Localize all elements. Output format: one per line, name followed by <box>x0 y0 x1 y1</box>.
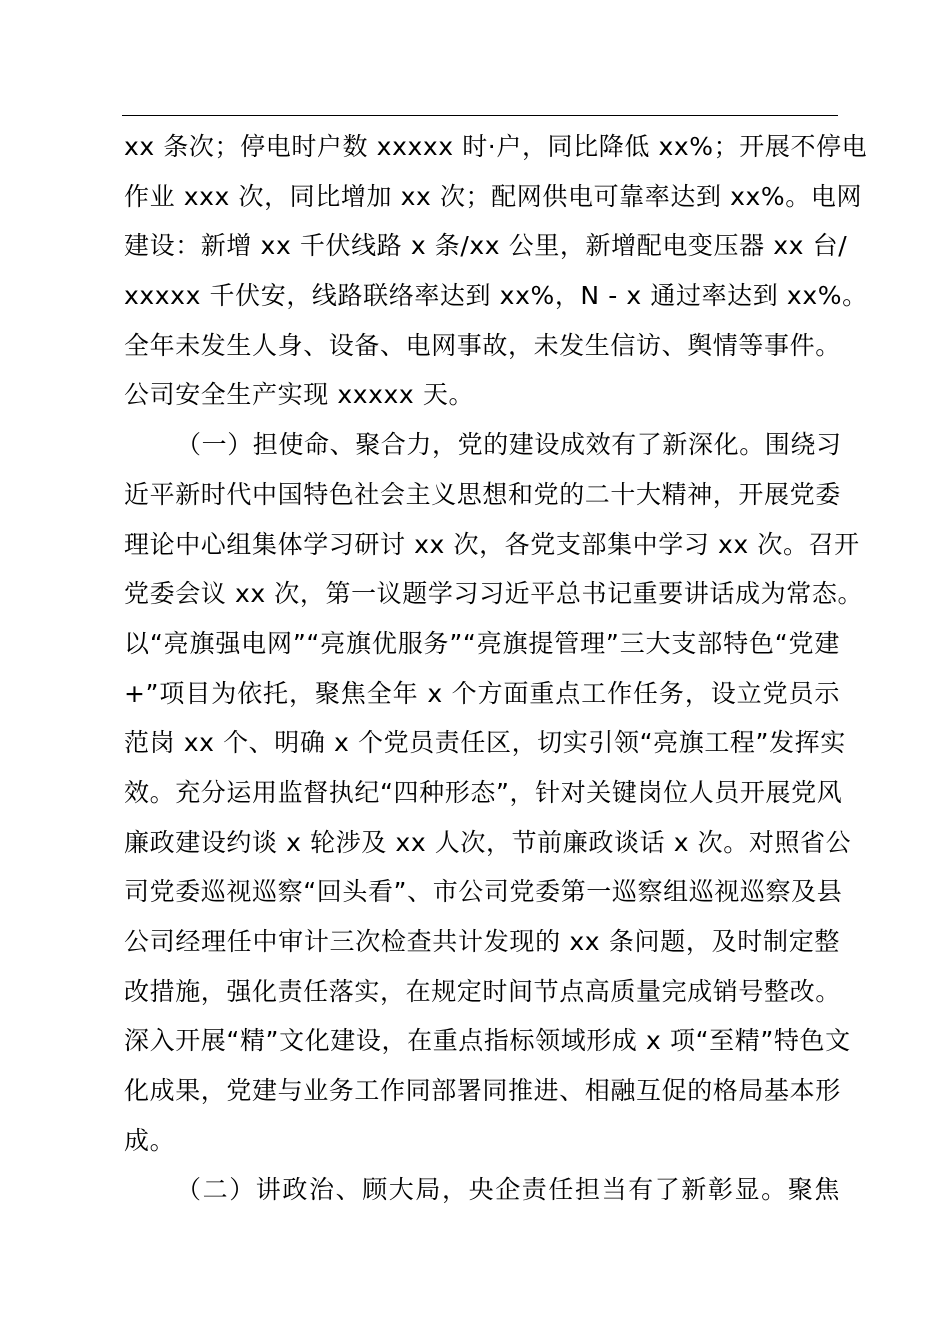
text-line: 党委会议 xx 次，第一议题学习习近平总书记重要讲话成为常态。 <box>124 579 864 609</box>
text-line: 理论中心组集体学习研讨 xx 次，各党支部集中学习 xx 次。召开 <box>124 529 860 559</box>
text-line: 成。 <box>124 1125 176 1155</box>
header-rule <box>122 115 838 116</box>
text-line: 深入开展“精”文化建设，在重点指标领域形成 x 项“至精”特色文 <box>124 1026 851 1056</box>
text-line: 廉政建设约谈 x 轮涉及 xx 人次，节前廉政谈话 x 次。对照省公 <box>124 827 852 857</box>
text-line: 范岗 xx 个、明确 x 个党员责任区，切实引领“亮旗工程”发挥实 <box>124 728 846 758</box>
text-line: 建设：新增 xx 千伏线路 x 条/xx 公里，新增配电变压器 xx 台/ <box>124 231 848 261</box>
text-line: 作业 xxx 次，同比增加 xx 次；配网供电可靠率达到 xx%。电网 <box>124 181 863 211</box>
text-line: 效。充分运用监督执纪“四种形态”，针对关键岗位人员开展党风 <box>124 777 843 807</box>
text-line: xxxxx 千伏安，线路联络率达到 xx%，N - x 通过率达到 xx%。 <box>124 281 868 311</box>
document-body <box>124 122 868 1215</box>
text-line: xx 条次；停电时户数 xxxxx 时·户，同比降低 xx%；开展不停电 <box>124 132 868 161</box>
text-line: 改措施，强化责任落实，在规定时间节点高质量完成销号整改。 <box>124 976 841 1006</box>
text-line: +”项目为依托，聚焦全年 x 个方面重点工作任务，设立党员示 <box>124 678 840 708</box>
paragraph-heading-line: （二）讲政治、顾大局，央企责任担当有了新彰显。聚焦 <box>176 1175 840 1205</box>
text-line: 公司安全生产实现 xxxxx 天。 <box>124 380 475 410</box>
text-line: 以“亮旗强电网”“亮旗优服务”“亮旗提管理”三大支部特色“党建 <box>124 628 840 658</box>
text-line: 司党委巡视巡察“回头看”、市公司党委第一巡察组巡视巡察及县 <box>124 877 843 907</box>
text-line: 全年未发生人身、设备、电网事故，未发生信访、舆情等事件。 <box>124 330 841 360</box>
text-line: 化成果，党建与业务工作同部署同推进、相融互促的格局基本形 <box>124 1076 841 1106</box>
paragraph-heading-line: （一）担使命、聚合力，党的建设成效有了新深化。围绕习 <box>176 430 842 460</box>
text-line: 公司经理任中审计三次检查共计发现的 xx 条问题，及时制定整 <box>124 927 840 956</box>
text-line: 近平新时代中国特色社会主义思想和党的二十大精神，开展党委 <box>124 479 841 509</box>
